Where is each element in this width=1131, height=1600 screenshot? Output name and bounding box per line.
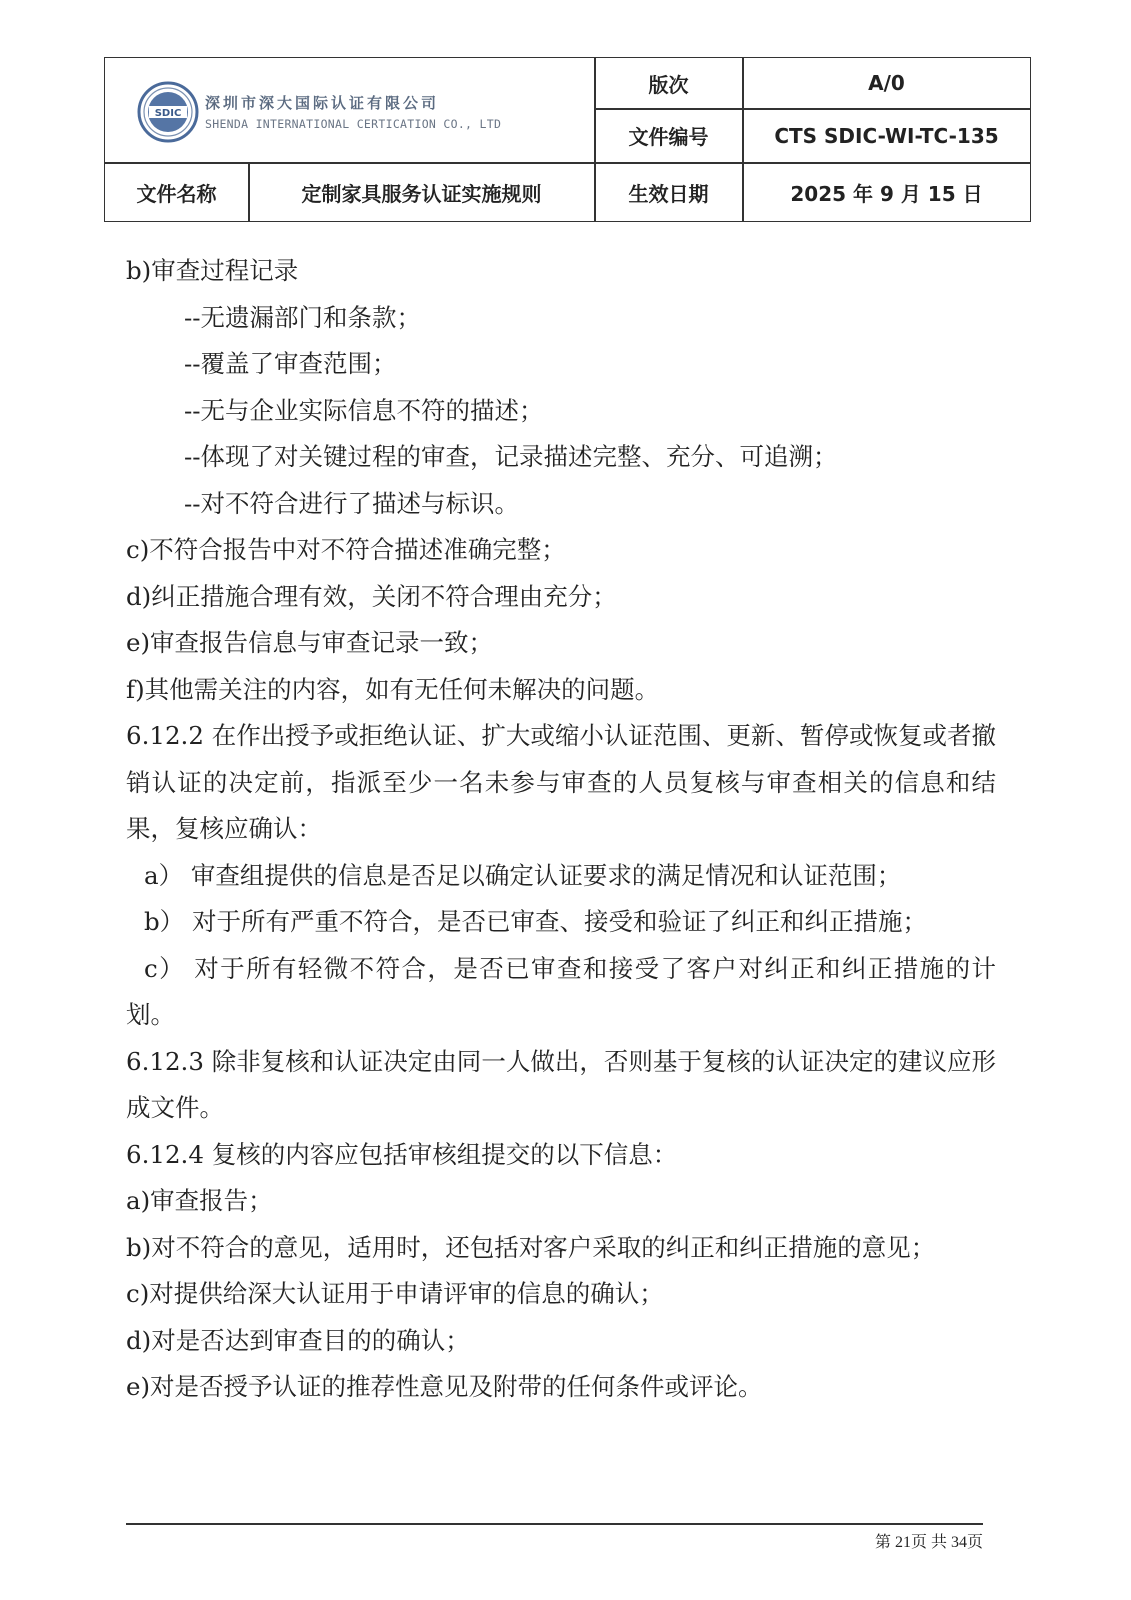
company-name-en: SHENDA INTERNATIONAL CERTICATION CO., LTD bbox=[205, 117, 502, 131]
date-label: 生效日期 bbox=[628, 181, 709, 206]
list-item: --无与企业实际信息不符的描述； bbox=[184, 395, 544, 425]
list-item: a） 审查组提供的信息是否足以确定认证要求的满足情况和认证范围； bbox=[144, 860, 902, 890]
clause-6-12-2: 6.12.2 在作出授予或拒绝认证、扩大或缩小认证范围、更新、暂停或恢复或者撤销认证的决定前，指派至少一名未参与审查的人员复核与审查相关的信息和结果，复核应确认： bbox=[126, 721, 996, 843]
company-logo-block bbox=[105, 58, 609, 165]
list-item: --体现了对关键过程的审查，记录描述完整、充分、可追溯； bbox=[184, 442, 838, 471]
docname-label: 文件名称 bbox=[136, 181, 217, 206]
list-item: e)审查报告信息与审查记录一致； bbox=[126, 628, 494, 657]
list-item: c)对提供给深大认证用于申请评审的信息的确认； bbox=[126, 1279, 664, 1308]
docname-value: 定制家具服务认证实施规则 bbox=[301, 181, 542, 206]
list-item: --覆盖了审查范围； bbox=[184, 349, 397, 378]
logo-mark-text: SDIC bbox=[154, 107, 182, 119]
document-body bbox=[126, 248, 996, 1411]
list-item: b)审查过程记录 bbox=[126, 256, 299, 285]
list-item: --对不符合进行了描述与标识。 bbox=[184, 488, 520, 518]
list-item: c)不符合报告中对不符合描述准确完整； bbox=[126, 535, 566, 564]
document-header-table bbox=[104, 57, 1031, 222]
version-label: 版次 bbox=[648, 72, 689, 97]
list-item: f)其他需关注的内容，如有无任何未解决的问题。 bbox=[126, 674, 660, 704]
clause-6-12-4: 6.12.4 复核的内容应包括审核组提交的以下信息： bbox=[126, 1139, 678, 1169]
version-value: A/0 bbox=[868, 71, 905, 95]
date-value: 2025 年 9 月 15 日 bbox=[790, 181, 983, 206]
list-item: b)对不符合的意见，适用时，还包括对客户采取的纠正和纠正措施的意见； bbox=[126, 1232, 936, 1262]
list-item: d)对是否达到审查目的的确认； bbox=[126, 1325, 470, 1355]
clause-6-12-3: 6.12.3 除非复核和认证决定由同一人做出，否则基于复核的认证决定的建议应形成文件。 bbox=[126, 1046, 996, 1122]
docno-label: 文件编号 bbox=[628, 125, 709, 149]
list-item: --无遗漏部门和条款； bbox=[184, 302, 422, 332]
footer-divider bbox=[126, 1523, 983, 1525]
list-item: d)纠正措施合理有效，关闭不符合理由充分； bbox=[126, 581, 617, 611]
page-number: 第 21页 共 34页 bbox=[874, 1534, 983, 1551]
company-name-cn: 深圳市深大国际认证有限公司 bbox=[205, 94, 440, 112]
list-item: c） 对于所有轻微不符合，是否已审查和接受了客户对纠正和纠正措施的计划。 bbox=[126, 953, 996, 1029]
sdic-logo-icon bbox=[137, 81, 199, 143]
docno-value: CTS SDIC-WI-TC-135 bbox=[774, 123, 999, 148]
list-item: b） 对于所有严重不符合，是否已审查、接受和验证了纠正和纠正措施； bbox=[144, 907, 927, 936]
list-item: a)审查报告； bbox=[126, 1186, 273, 1215]
list-item: e)对是否授予认证的推荐性意见及附带的任何条件或评论。 bbox=[126, 1372, 763, 1401]
